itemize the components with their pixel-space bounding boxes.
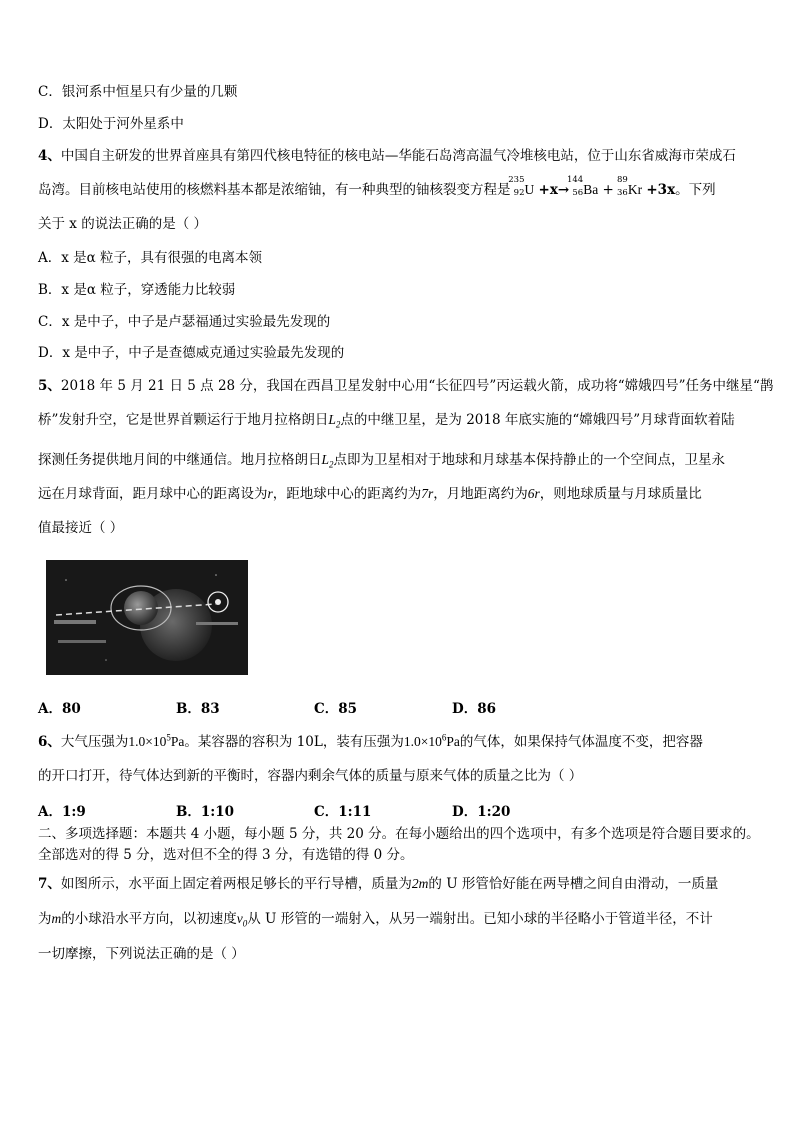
q4-text-2b: 。下列 (675, 182, 716, 198)
l2-symbol: $L_2$ (328, 412, 341, 430)
q5-text-4d: ，则地球质量与月球质量比 (539, 486, 702, 502)
q5-line5: 值最接近（ ） (38, 520, 124, 536)
q4-line2 (38, 175, 716, 198)
krypton-isotope: 89 36 (617, 175, 628, 198)
q6-line1 (38, 734, 703, 750)
var-2m: 2m (411, 876, 429, 891)
var-6r: 6r (527, 486, 540, 501)
q5-option-b: B．83 (176, 701, 220, 717)
q7-text-2a: 为 (38, 911, 52, 927)
pressure-gas: $1.0\times 10^6Pa$ (403, 732, 460, 749)
q6-text-1b: 。某容器的容积为 10L，装有压强为 (184, 734, 404, 750)
l2-symbol-2: $L_2$ (321, 452, 334, 470)
q5-line4 (38, 486, 702, 502)
eq-plus: + (602, 182, 614, 198)
q5-text-3b: 点即为卫星相对于地球和月球基本保持静止的一个空间点，卫星永 (333, 452, 726, 468)
q6-text-1c: 的气体，如果保持气体温度不变，把容器 (459, 734, 703, 750)
q5-option-a: A．80 (38, 701, 81, 717)
q5-line1 (38, 378, 773, 394)
q6-option-a: A．1:9 (38, 804, 86, 820)
q7-number: 7、 (38, 876, 61, 892)
q6-option-c: C．1:11 (314, 804, 372, 820)
q5-line2 (38, 412, 735, 428)
q4-text-2: 岛湾。目前核电站使用的核燃料基本都是浓缩铀，有一种典型的铀核裂变方程是 (38, 182, 511, 198)
uranium-symbol: U (524, 182, 535, 197)
q4-option-b: B．x 是α 粒子，穿透能力比较弱 (38, 282, 236, 298)
q5-option-d: D．86 (452, 701, 496, 717)
section2-line1: 二、多项选择题：本题共 4 小题，每小题 5 分，共 20 分。在每小题给出的四个选项中，有多个选项是符合题目要求的。 (38, 826, 760, 842)
v0-symbol: $v_0$ (236, 911, 248, 929)
q4-option-c: C．x 是中子，中子是卢瑟福通过实验最先发现的 (38, 314, 331, 330)
q4-option-a: A．x 是α 粒子，具有很强的电离本领 (38, 250, 263, 266)
q5-text-1: 2018 年 5 月 21 日 5 点 28 分，我国在西昌卫星发射中心用“长征四号”丙运载火箭，成功将“嫦娥四号”任务中继星“鹊 (60, 378, 774, 394)
q5-line3 (38, 452, 725, 468)
q5-text-2b: 点的中继卫星，是为 2018 年底实施的“嫦娥四号”月球背面软着陆 (340, 412, 735, 428)
q5-text-4b: ，距地球中心的距离约为 (272, 486, 422, 502)
q6-option-d: D．1:20 (452, 804, 511, 820)
q4-text-1: 中国自主研发的世界首座具有第四代核电特征的核电站—华能石岛湾高温气冷堆核电站，位于山东省威海市荣成石 (60, 148, 736, 164)
q7-text-1a: 如图所示，水平面上固定着两根足够长的平行导槽，质量为 (60, 876, 412, 892)
q4-number: 4、 (38, 148, 61, 164)
var-7r: 7r (421, 486, 434, 501)
var-m: m (51, 911, 62, 926)
relay-satellite (215, 599, 221, 605)
q4-option-d: D．x 是中子，中子是查德威克通过实验最先发现的 (38, 345, 345, 361)
earth-moon-relay-image (46, 560, 248, 675)
var-r: r (267, 486, 273, 501)
q7-text-1b: 的 U 形管恰好能在两导槽之间自由滑动，一质量 (428, 876, 719, 892)
q6-line2: 的开口打开，待气体达到新的平衡时，容器内剩余气体的质量与原来气体的质量之比为（ ） (38, 768, 583, 784)
barium-symbol: Ba (583, 182, 599, 197)
q5-option-c: C．85 (314, 701, 358, 717)
q3-option-c: C．银河系中恒星只有少量的几颗 (38, 84, 238, 100)
q4-line1 (38, 148, 736, 164)
q6-text-1a: 大气压强为 (60, 734, 129, 750)
q5-text-4c: ，月地距离约为 (433, 486, 528, 502)
uranium-isotope: 235 92 (508, 175, 525, 198)
krypton-symbol: Kr (627, 182, 643, 197)
q6-option-b: B．1:10 (176, 804, 235, 820)
pressure-atm: $1.0\times 10^5Pa$ (128, 732, 185, 749)
q5-number: 5、 (38, 378, 61, 394)
q3-option-d: D．太阳处于河外星系中 (38, 116, 184, 132)
q5-text-2a: 桥”发射升空，它是世界首颗运行于地月拉格朗日 (38, 412, 329, 428)
q5-text-4a: 远在月球背面，距月球中心的距离设为 (38, 486, 268, 502)
q7-line1 (38, 876, 718, 892)
q7-line3: 一切摩擦，下列说法正确的是（ ） (38, 946, 245, 962)
eq-tail: +3x (646, 182, 676, 198)
q5-text-3a: 探测任务提供地月间的中继通信。地月拉格朗日 (38, 452, 322, 468)
q7-text-2b: 的小球沿水平方向，以初速度 (61, 911, 237, 927)
moon-shape (124, 591, 158, 625)
lagrange-point-figure (46, 560, 248, 675)
barium-isotope: 144 56 (566, 175, 584, 198)
q7-text-2c: 从 U 形管的一端射入，从另一端射出。已知小球的半径略小于管道半径，不计 (247, 911, 713, 927)
q6-number: 6、 (38, 734, 61, 750)
section2-line2: 全部选对的得 5 分，选对但不全的得 3 分，有选错的得 0 分。 (38, 847, 414, 863)
q4-line3: 关于 x 的说法正确的是（ ） (38, 216, 207, 232)
q7-line2 (38, 911, 713, 927)
eq-plus-x: +x→ (538, 182, 570, 198)
